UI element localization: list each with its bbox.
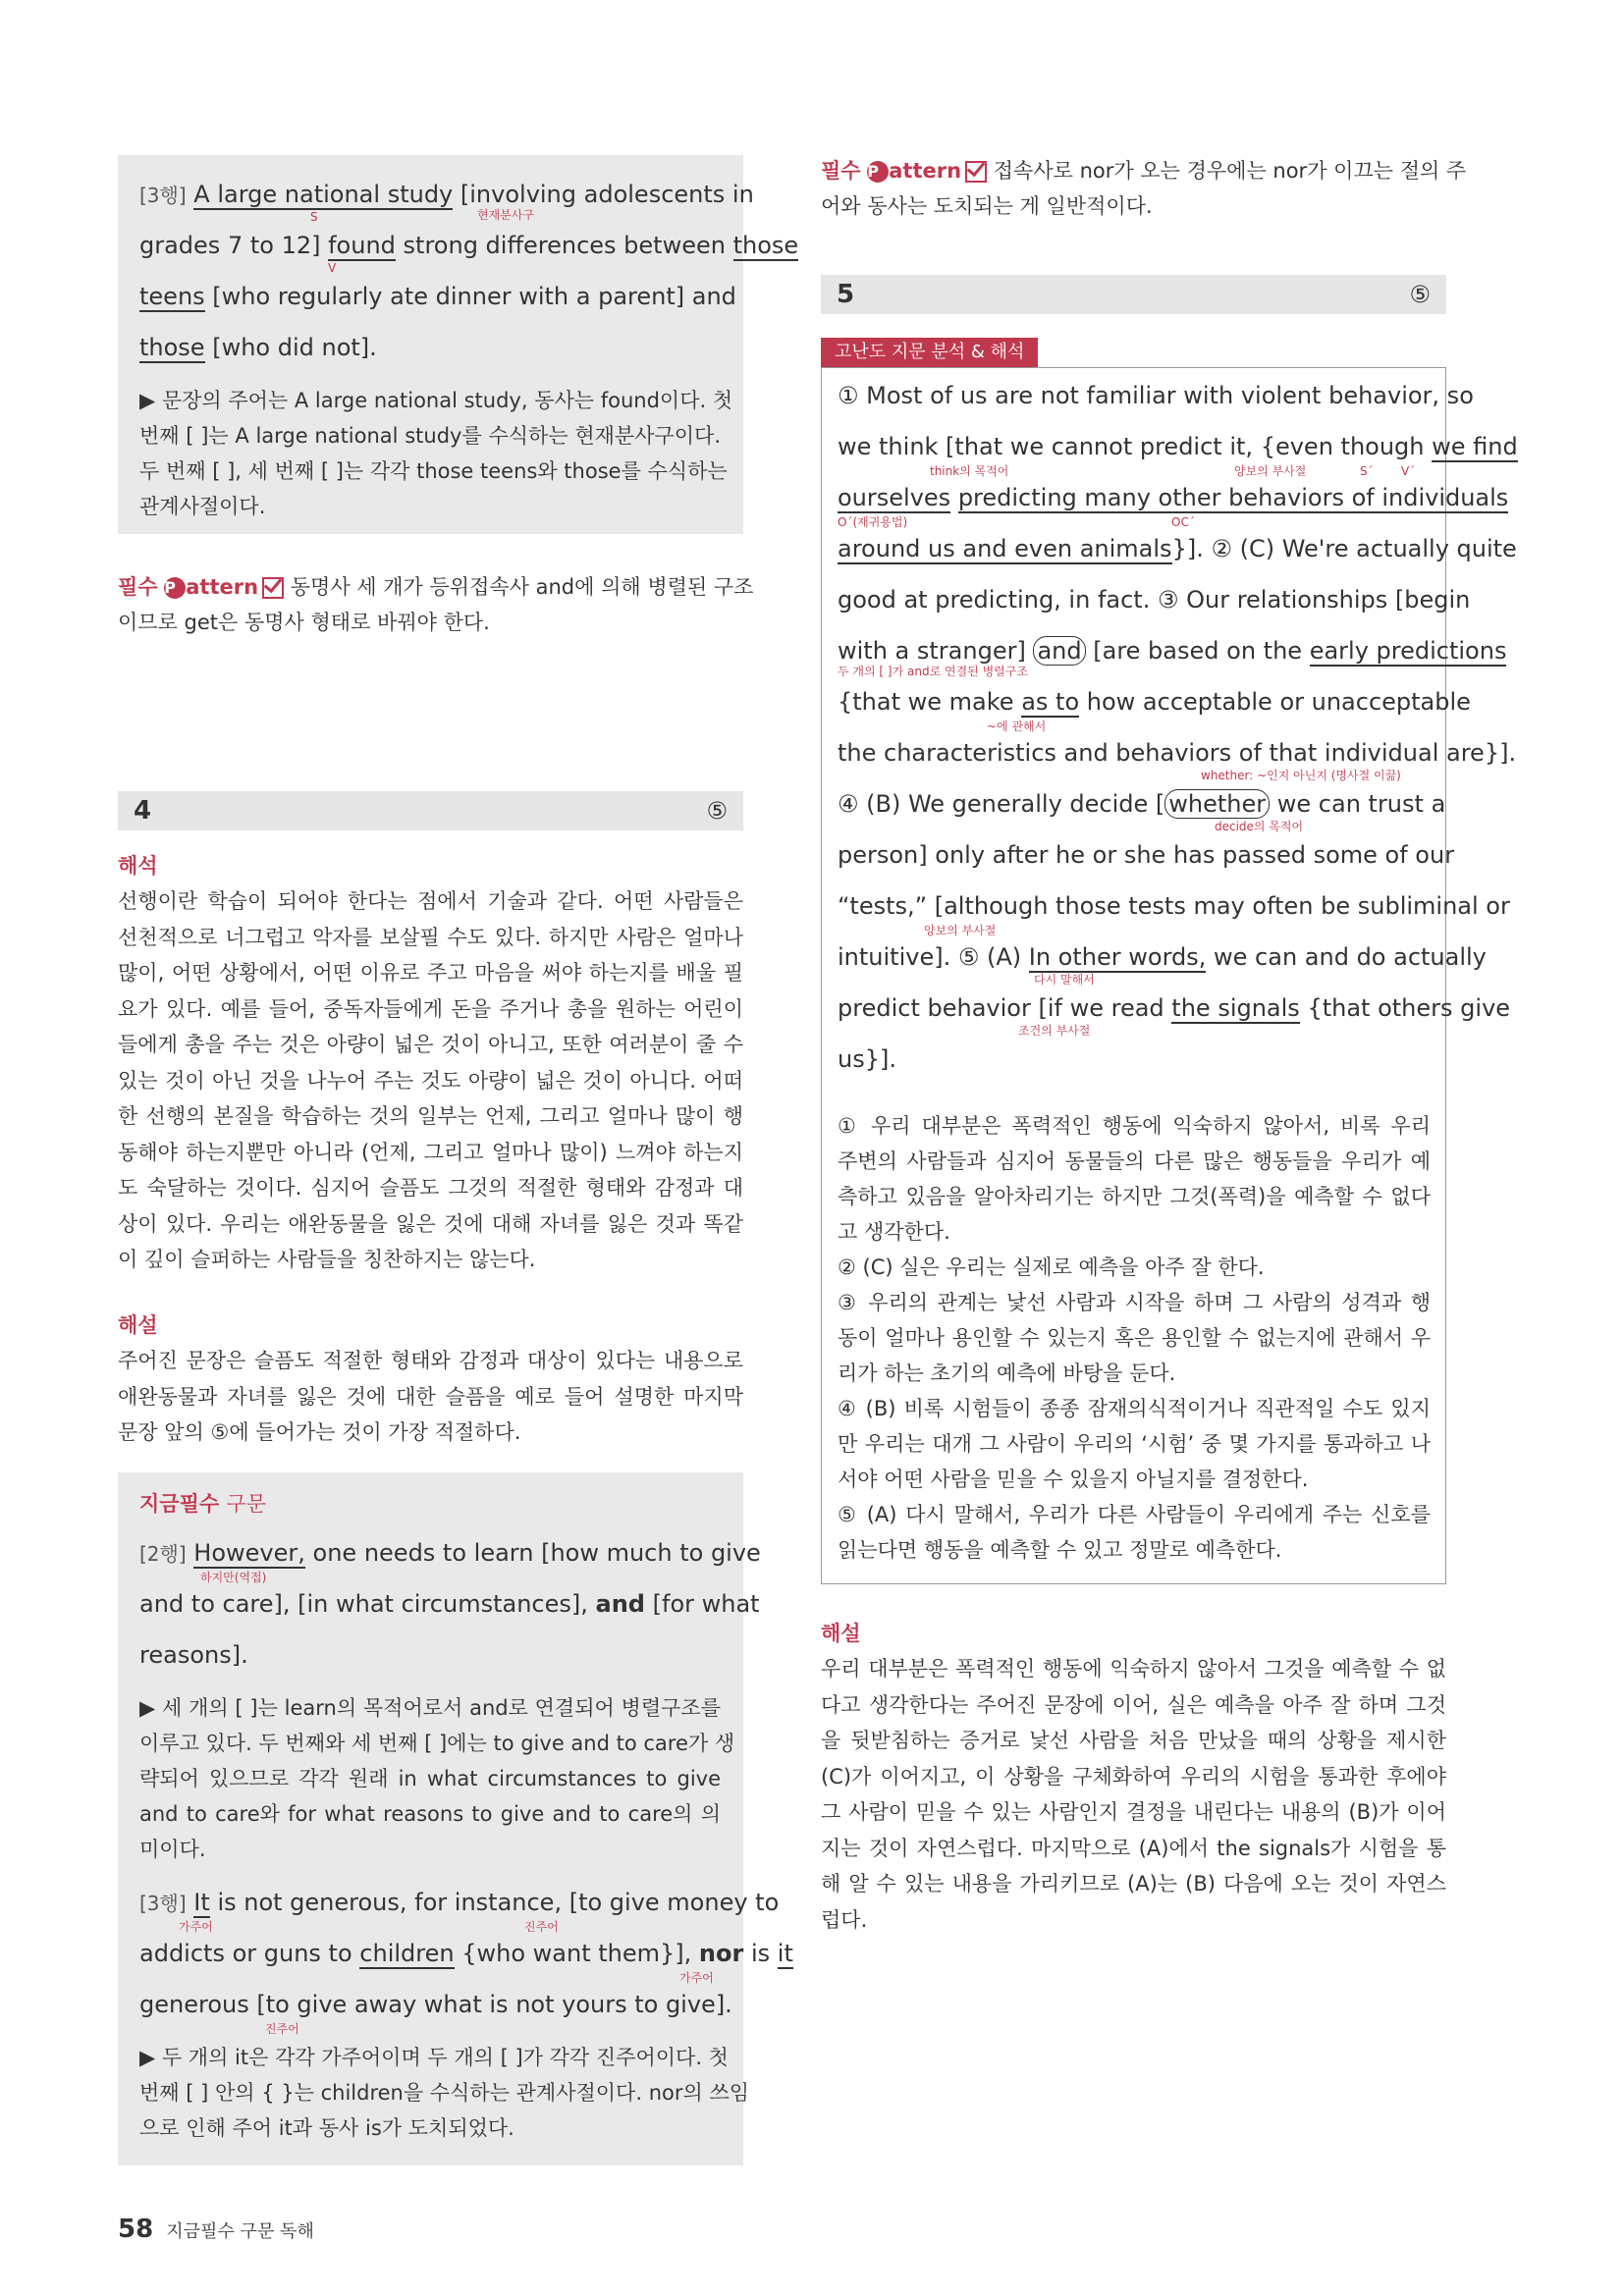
box1-line-1: [3행] A large national study [involving adolescents in xyxy=(139,181,754,208)
haeseol-label-5: 해설 xyxy=(821,1622,861,1645)
ann-whether: whether: ~인지 아닌지 (명사절 이끎) xyxy=(1201,769,1401,782)
box2-line-5: addicts or guns to children {who want them}], nor is it xyxy=(139,1940,793,1967)
page-footer xyxy=(118,2215,314,2244)
ann-parallel: 두 개의 [ ]가 and로 연결된 병렬구조 xyxy=(838,665,1028,678)
section-4-header xyxy=(118,791,743,830)
ann-concession-2: 양보의 부사절 xyxy=(924,924,997,937)
ann-present-participle: 현재분사구 xyxy=(477,208,534,222)
box1-explanation: ▶ 문장의 주어는 A large national study, 동사는 found이다. 첫 번째 [ ]는 A large national study를 수식하는 현재분사구이다. 두 번째 [ ], 세 번째 [ ]는 각각 those teens와 those를 수식하는 관계사절이다. xyxy=(139,389,733,518)
section5-explanation: 우리 대부분은 폭력적인 행동에 익숙하지 않아서 그것을 예측할 수 없 다고 생각한다는 주어진 문장에 이어, 실은 예측을 아주 잘 하며 그것 을 뒷받침하는 증거로 낯선 사람을 처음 만났을 때의 상황을 제시한 (C)가 이어지고, 이 상황을 구체화하여 우리의 시험을 통과한 후에야 그 사람이 믿을 수 있는 사람인지 결정을 내린다는 내용의 (B)가 이어 지는 것이 자연스럽다. 마지막으로 (A)에서 the signals가 시험을 통 해 알 수 있는 내용을 가리키므로 (A)는 (B) 다음에 오는 것이 자연스 럽다. xyxy=(821,1657,1446,1932)
haeseol-label-4: 해설 xyxy=(118,1313,158,1337)
analysis-box xyxy=(821,367,1518,1584)
ann-gaju-2: 가주어 xyxy=(679,1971,714,1985)
ann-jinju-2: 진주어 xyxy=(265,2022,299,2036)
ann-condition: 조건의 부사절 xyxy=(1018,1024,1091,1038)
haeseok-label: 해석 xyxy=(118,854,158,878)
box2-line-6: generous [to give away what is not yours to give]. xyxy=(139,1991,732,2018)
p-line-4: around us and even animals}]. ② (C) We're actually quite xyxy=(838,535,1517,562)
checkbox-icon xyxy=(262,577,284,599)
ann-concession-1: 양보의 부사절 xyxy=(1234,464,1307,478)
p-line-14: us}]. xyxy=(838,1045,896,1073)
ann-think-obj: think의 목적어 xyxy=(930,464,1009,478)
grammar-box-1 xyxy=(118,155,799,534)
pattern-note-2: 필수 P attern 접속사로 nor가 오는 경우에는 nor가 이끄는 절의 주 어와 동사는 도치되는 게 일반적이다. xyxy=(821,159,1467,218)
p-line-12: intuitive]. ⑤ (A) In other words, we can and do actually xyxy=(838,943,1487,971)
p-line-13: predict behavior [if we read the signals {that others give xyxy=(838,994,1511,1022)
answer-mark: ⑤ xyxy=(706,797,728,825)
ann-s-prime: S´ xyxy=(1360,464,1374,478)
ann-decide-obj: decide의 목적어 xyxy=(1215,820,1304,833)
p-line-1: ① Most of us are not familiar with violent behavior, so xyxy=(838,382,1474,409)
box2-explanation-1: ▶ 세 개의 [ ]는 learn의 목적어로서 and로 연결되어 병렬구조를 이루고 있다. 두 번째와 세 번째 [ ]에는 to give and to care가 생 략되어 있으므로 각각 원래 in what circumstances to give and to care와 for what reasons to give and to care의 의 미이다. xyxy=(139,1696,735,1861)
checkbox-icon xyxy=(965,161,987,183)
section-5-header xyxy=(821,275,1446,314)
grammar-box-2 xyxy=(118,1472,793,2165)
p-line-3: ourselves predicting many other behaviors of individuals xyxy=(838,484,1509,511)
ann-jinju-1: 진주어 xyxy=(524,1920,559,1934)
ann-v-prime: V´ xyxy=(1401,464,1416,478)
pattern-note-1: 필수 P attern 동명사 세 개가 등위접속사 and에 의해 병렬된 구조 이므로 get은 동명사 형태로 바꿔야 한다. xyxy=(118,575,754,634)
p-line-7: {that we make as to how acceptable or unacceptable xyxy=(838,688,1471,716)
box1-line-3: teens [who regularly ate dinner with a parent] and xyxy=(139,283,736,310)
pilsu-label: 필수 xyxy=(118,575,158,599)
section4-explanation: 주어진 문장은 슬픔도 적절한 형태와 감정과 대상이 있다는 내용으로 애완동물과 자녀를 잃은 것에 대한 슬픔을 예로 들어 설명한 마지막 문장 앞의 ⑤에 들어가는 것이 가장 적절하다. xyxy=(118,1349,743,1444)
advanced-analysis-tab: 고난도 지문 분석 & 해석 xyxy=(821,338,1038,367)
book-title: 지금필수 구문 독해 xyxy=(166,2221,314,2242)
ann-gaju-1: 가주어 xyxy=(179,1920,213,1934)
box2-line-4: [3행] It is not generous, for instance, [to give money to xyxy=(139,1889,780,1916)
box2-line-1: [2행] However, one needs to learn [how much to give xyxy=(139,1539,761,1567)
p-line-8: the characteristics and behaviors of that individual are}]. xyxy=(838,739,1517,767)
section-number: 4 xyxy=(134,796,152,826)
p-line-9: ④ (B) We generally decide [ whether we can trust a xyxy=(838,790,1446,818)
p-line-2: we think [that we cannot predict it, {even though we find xyxy=(838,433,1518,460)
section5-translation: ① 우리 대부분은 폭력적인 행동에 익숙하지 않아서, 비록 우리 주변의 사람들과 심지어 동물들의 다른 많은 행동들을 우리가 예 측하고 있음을 알아차리기는 하지만 그것(폭력)을 예측할 수 없다 고 생각한다. ② (C) 실은 우리는 실제로 예측을 아주 잘 한다. ③ 우리의 관계는 낯선 사람과 시작을 하며 그 사람의 성격과 행 동이 얼마나 용인할 수 있는지 혹은 용인할 수 없는지에 관해서 우 리가 하는 초기의 예측에 바탕을 둔다. ④ (B) 비록 시험들이 종종 잠재의식적이거나 직관적일 수도 있지 만 우리는 대개 그 사람이 우리의 ‘시험’ 중 몇 가지를 통과하고 나 서야 어떤 사람을 믿을 수 있을지 아닐지를 결정한다. ⑤ (A) 다시 말해서, 우리가 다른 사람들이 우리에게 주는 신호를 읽는다면 행동을 예측할 수 있고 정말로 예측한다. xyxy=(838,1114,1431,1562)
ann-s: S xyxy=(310,210,318,224)
box1-line-4: those [who did not]. xyxy=(139,334,377,361)
p-line-6: with a stranger] and [are based on the early predictions xyxy=(838,637,1507,665)
p-line-5: good at predicting, in fact. ③ Our relationships [begin xyxy=(838,586,1471,614)
section4-translation: 선행이란 학습이 되어야 한다는 점에서 기술과 같다. 어떤 사람들은 선천적으로 너그럽고 악자를 보살필 수도 있다. 하지만 사람은 얼마나 많이, 어떤 상황에서, 어떤 이유로 주고 마음을 써야 하는지를 배울 필 요가 있다. 예를 들어, 중독자들에게 돈을 주거나 총을 원하는 어린이 들에게 총을 주는 것은 아량이 넓은 것이 아니고, 또한 여러분이 줄 수 있는 것이 아닌 것을 나누어 주는 것도 아량이 넓은 것이 아니다. 어떠 한 선행의 본질을 학습하는 것의 일부는 언제, 그리고 얼마나 많이 행 동해야 하는지뿐만 아니라 (언제, 그리고 얼마나 많이) 느껴야 하는지 도 숙달하는 것이다. 심지어 슬픔도 그것의 적절한 형태와 감정과 대 상이 있다. 우리는 애완동물을 잃은 것에 대해 자녀를 잃은 것과 똑같 이 깊이 슬퍼하는 사람들을 칭찬하지는 않는다. xyxy=(118,889,743,1271)
p-line-10: person] only after he or she has passed some of our xyxy=(838,841,1455,869)
pattern-p-icon: P xyxy=(867,161,889,183)
ann-o-reflexive: O´(재귀용법) xyxy=(838,515,908,529)
box2-explanation-2: ▶ 두 개의 it은 각각 가주어이며 두 개의 [ ]가 각각 진주어이다. 첫 번째 [ ] 안의 { }는 children을 수식하는 관계사절이다. nor의 쓰임 으로 인해 주어 it과 동사 is가 도치되었다. xyxy=(139,2046,750,2140)
ann-however: 하지만(역접) xyxy=(200,1571,267,1584)
pattern-p-icon: P xyxy=(164,577,186,599)
section-number: 5 xyxy=(837,280,855,309)
page-number: 58 xyxy=(118,2215,154,2244)
ann-regarding: ~에 관해서 xyxy=(987,720,1047,733)
box1-line-2: grades 7 to 12] found strong differences between those xyxy=(139,232,799,259)
box2-line-2: and to care], [in what circumstances], and [for what xyxy=(139,1590,760,1618)
ann-v: V xyxy=(328,261,337,275)
answer-mark: ⑤ xyxy=(1409,281,1431,308)
box2-title: 지금필수 구문 xyxy=(139,1492,267,1516)
ann-oc: OC´ xyxy=(1171,515,1195,529)
p-line-11: “tests,” [although those tests may often be subliminal or xyxy=(838,892,1510,920)
ann-in-other-words: 다시 말해서 xyxy=(1034,973,1095,987)
box2-line-3: reasons]. xyxy=(139,1641,248,1669)
